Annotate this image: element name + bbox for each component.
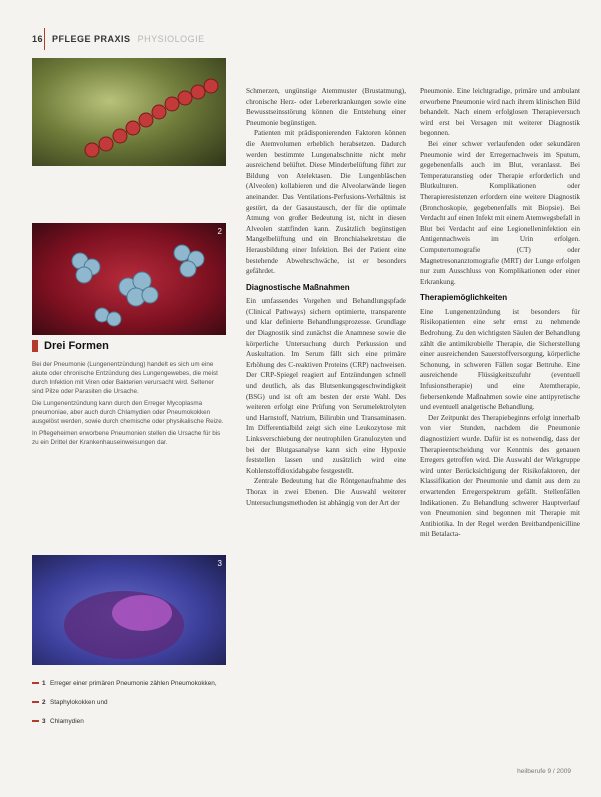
image-2-number: 2 [217,227,222,236]
section-label: PFLEGE PRAXIS [52,34,131,44]
mid-paragraph-3: Ein umfassendes Vorgehen und Behandlungspfade (Clinical Pathways) sichern optimierte, transparente und klar definierte Behandlungsprozesse. Grundlage der Diagnostik sind zunächst die Anamnese sowie die körperliche Untersuchung durch Perkussion und Auskultation. Im Serum fällt sich eine primäre Erhöhung des C-reaktiven Proteins (CRP) nachweisen. Der CRP-Spiegel reagiert auf Entzündungen schnell und deutlich, als das Blutsenkungsgeschwindigkeit (BSG) und ist oft am besten der erste Wahl. Des weiteren erfolgt eine Prüfung von Serumelektrolyten und Harnstoff, Natrium, Bilirubin und Transaminasen. Im Differentialbild zeigt sich eine Leukozytose mit Linksverschiebung der neutrophilen Granulozyten und bei der Blutgasanalyse kann sich eine Hypoxie feststellen lassen und zusätzlich wird eine Kohlenstoffdioxidabgabe festgestellt. [246,297,406,475]
caption-1-number: 1 [32,680,50,687]
page-header [32,34,205,44]
page-number: 16 [32,34,44,44]
text-column-right [420,86,580,540]
box-title: Drei Formen [44,340,109,352]
caption-2-number: 2 [32,699,50,706]
micrograph-image-2 [32,223,226,335]
mid-paragraph-2: Patienten mit prädisponierenden Faktoren können die Atemvolumen erheblich herabsetzen. Dadurch werden bestimmte Lungenabschnitte nicht mehr ausreichend belüftet. Diese Minderbelüftung führt zur Bildung von Atelektasen. Die Lungenbläschen (Alveolen) kollabieren und die Alveolarwände liegen aneinander. Das Ventilations-Perfusions-Verhältnis ist gestört, da der Gasaustausch, der für die optimale Atmung von großer Bedeutung ist, nicht in diesen Alveolen stattfinden kann. Zusätzlich begünstigen Mangelbelüftung und ein Bronchialsekretstau die Herausbildung einer Infektion. Bei der Patient eine bestehende Abwehrschwäche, ist er besonders gefährdet. [246,129,406,276]
box-accent-rule [32,340,38,352]
caption-3 [32,718,226,725]
info-box [32,360,224,450]
right-paragraph-3: Eine Lungenentzündung ist besonders für Risikopatienten eine sehr ernst zu nehmende Bedrohung. Zu den wichtigsten Säulen der Behandlung zählt die antimikrobielle Therapie, die Sicherstellung einer ausreichenden Sauerstoffversorgung, körperliche Schonung, in schweren Fällen sogar Bettruhe. Eine ausreichende Flüssigkeitszufuhr (eventuell Infusionstherapie) und eine Atemtherapie, fiebersenkende Maßnahmen sowie eine antipyretische und eventuell analgetische Behandlung. [420,307,580,412]
caption-2-text: Staphylokokken und [50,699,108,706]
text-column-middle [246,86,406,508]
micrograph-2-graphic [32,223,226,335]
figure-captions [32,680,226,737]
page-footer: heilberufe 9 / 2009 [517,768,571,775]
heading-diagnostik: Diagnostische Maßnahmen [246,282,350,292]
mid-paragraph-4: Zentrale Bedeutung hat die Röntgenaufnahme des Thorax in zwei Ebenen. Die Auswahl weiterer Untersuchungsmethoden ist abhängig von der Art der [246,477,406,507]
caption-3-number: 3 [32,718,50,725]
caption-2 [32,699,226,706]
mid-paragraph-1: Schmerzen, ungünstige Atemmuster (Brustatmung), chronische Herz- oder Lebererkrankungen sowie eine Bewusstseinsstörung können die Entstehung einer Pneumonie begünstigen. [246,87,406,127]
box-paragraph-3: In Pflegeheimen erworbene Pneumonien stellen die Ursache für bis zu ein Drittel der Krankenhauseinweisungen dar. [32,430,221,446]
micrograph-image-3 [32,555,226,665]
box-paragraph-2: Die Lungenentzündung kann durch den Erreger Mycoplasma pneumoniae, aber auch durch Chlamydien oder Pneumokokken ausgelöst werden, sowie durch chemische oder physikalische Reize. [32,400,224,425]
heading-therapie: Therapiemöglichkeiten [420,293,508,303]
micrograph-3-graphic [32,555,226,665]
right-paragraph-1: Pneumonie. Eine leichtgradige, primäre und ambulant erworbene Pneumonie wird nach ihrem klinischen Bild behandelt. Nach einem erfolglosen Therapieversuch wird erst bei Versagen mit weiterer Diagnostik begonnen. [420,87,580,138]
caption-1 [32,680,226,687]
caption-3-text: Chlamydien [50,718,84,725]
right-paragraph-4: Der Zeitpunkt des Therapiebeginns erfolgt innerhalb von vier Stunden, nachdem die Pneumonie diagnostiziert wurde. Dafür ist es notwendig, dass der Therapieentscheidung vor Kenntnis des genauen Erregers getroffen wird. Die Auswahl der Wirkgruppe wird unter Berücksichtigung der Risikofaktoren, der Klassifikation der Pneumonie und damit aus dem zu erwartenden Erregerspektrum gefällt. Stellenfällen Indikationen. Zu Behandlung schwerer Hauptverlauf von Pneumonien sind begonnen mit Therapie mit Antibiotika. In der Regel werden Breitbandpenicilline mit Betalacta- [420,413,580,539]
right-paragraph-2: Bei einer schwer verlaufenden oder sekundären Pneumonie wird der Erregernachweis im Sputum, gegebenenfalls auch im Blut, veranlasst. Bei Temperaturanstieg oder Therapie erforderlich und Blutkulturen. Komplikationen oder Therapieresistenzen erfordern eine weitere Diagnostik (Bronchoskopie, gegebenenfalls mit Biopsie). Bei Verdacht auf einen Infekt mit einem Atemwegsbefall in Blut bei Verdacht auf eine Legionelleninfektion ein Antigennachweis im Urin erfolgen. Computertomografie (CT) oder Magnetresonanztomografie (MRT) der Lunge erfolgen nur zum Ausschluss von Komplikationen oder einer Erkrankung. [420,139,580,286]
subsection-label: PHYSIOLOGIE [137,34,205,44]
caption-1-text: Erreger einer primären Pneumonie zählen Pneumokokken, [50,680,217,687]
micrograph-1-graphic [32,58,226,166]
box-paragraph-1: Bei der Pneumonie (Lungenentzündung) handelt es sich um eine akute oder chronische Entzündung des Lungengewebes, die meist durch Infektion mit Viren oder Bakterien verursacht wird. Seltener sind Pilze oder Parasiten die Ursache. [32,361,218,395]
micrograph-image-1 [32,58,226,166]
image-3-number: 3 [217,559,222,568]
